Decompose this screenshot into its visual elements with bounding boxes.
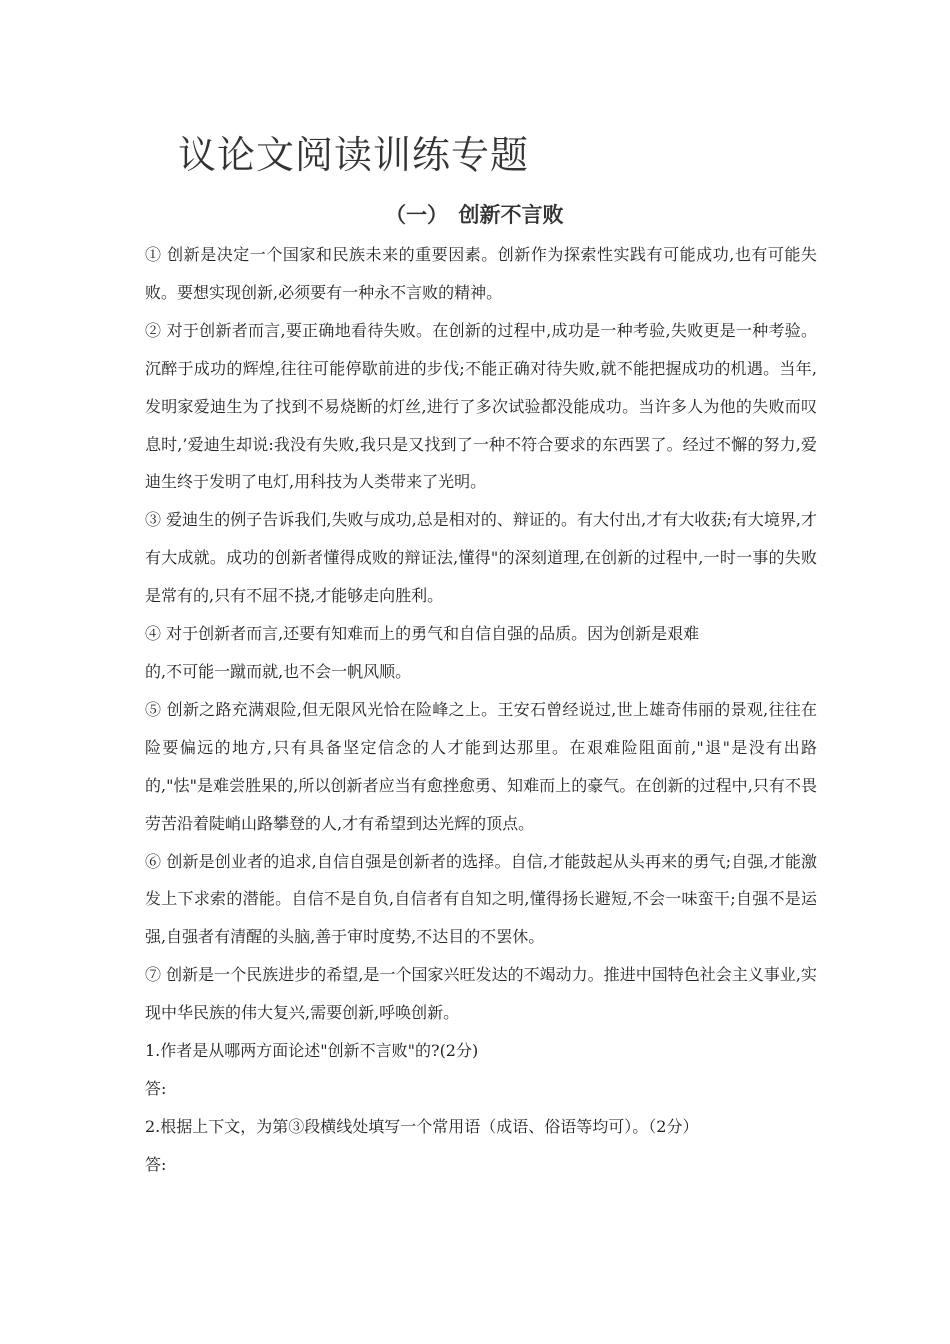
paragraph-3: ③ 爱迪生的例子告诉我们,失败与成功,总是相对的、辩证的。有大付出,才有大收获;有大境界,才有大成就。成功的创新者懂得成败的辩证法,懂得"的深刻道理,在创新的过程中,一时一事的失败是常有的,只有不屈不挠,才能够走向胜利。	[145, 510, 817, 606]
paragraph-5: ⑤ 创新之路充满艰险,但无限风光恰在险峰之上。王安石曾经说过,世上雄奇伟丽的景观,往往在险要偏远的地方,只有具备坚定信念的人才能到达那里。在艰难险阻面前,"退"是没有出路的,"怯"是难尝胜果的,所以创新者应当有愈挫愈勇、知难而上的豪气。在创新的过程中,只有不畏劳苦沿着陡峭山路攀登的人,才有希望到达光辉的顶点。	[145, 699, 817, 833]
paragraph-4-continued: 的,不可能一蹴而就,也不会一帆风顺。	[145, 661, 412, 681]
article-body	[145, 236, 817, 1184]
answer-2-label: 答:	[145, 1154, 167, 1174]
document-title: 议论文阅读训练专题	[178, 133, 530, 177]
section-title: （一） 创新不言败	[385, 202, 564, 227]
paragraph-6: ⑥ 创新是创业者的追求,自信自强是创新者的选择。自信,才能鼓起从头再来的勇气;自强,才能激发上下求索的潜能。自信不是自负,自信者有自知之明,懂得扬长避短,不会一味蛮干;自强不是运强,自强者有清醒的头脑,善于审时度势,不达目的不罢休。	[145, 851, 817, 947]
question-1: 1.作者是从哪两方面论述"创新不言败"的?(2分)	[145, 1041, 479, 1061]
paragraph-1: ① 创新是决定一个国家和民族未来的重要因素。创新作为探索性实践有可能成功,也有可能失败。要想实现创新,必须要有一种永不言败的精神。	[145, 245, 817, 302]
question-2: 2.根据上下文，为第③段横线处填写一个常用语（成语、俗语等均可）。（2分）	[145, 1116, 699, 1136]
paragraph-4: ④ 对于创新者而言,还要有知难而上的勇气和自信自强的品质。因为创新是艰难	[145, 624, 700, 644]
paragraph-2: ② 对于创新者而言,要正确地看待失败。在创新的过程中,成功是一种考验,失败更是一种考验。沉醉于成功的辉煌,往往可能停歇前进的步伐;不能正确对待失败,就不能把握成功的机遇。当年,发明家爱迪生为了找到不易烧断的灯丝,进行了多次试验都没能成功。当许多人为他的失败而叹息时,’爱迪生却说:我没有失败,我只是又找到了一种不符合要求的东西罢了。经过不懈的努力,爱迪生终于发明了电灯,用科技为人类带来了光明。	[145, 320, 817, 492]
paragraph-7: ⑦ 创新是一个民族进步的希望,是一个国家兴旺发达的不竭动力。推进中国特色社会主义事业,实现中华民族的伟大复兴,需要创新,呼唤创新。	[145, 965, 817, 1023]
answer-1-label: 答:	[145, 1078, 167, 1098]
